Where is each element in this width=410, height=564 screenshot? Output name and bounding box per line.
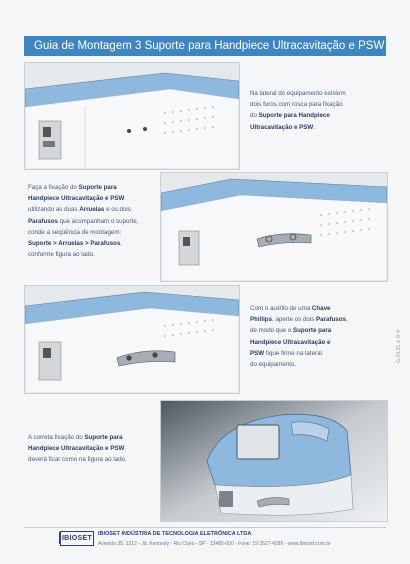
- step3-line: Phillips, aperte os dois Parafusos,: [250, 316, 348, 324]
- step2-line: Parafusos que acompanham o suporte,: [28, 217, 139, 225]
- step4-line: deverá ficar como na figura ao lado.: [28, 456, 127, 464]
- footer-divider: [24, 527, 386, 528]
- step2-line: Suporte > Arruelas > Parafusos,: [28, 240, 123, 248]
- step1-line: do Suporte para Handpiece: [250, 112, 330, 120]
- photo-tightening-screws: [24, 285, 240, 394]
- step1-line: Na lateral do equipamento existem: [250, 90, 346, 97]
- step3-line: PSW fique firme na lateral: [250, 349, 322, 357]
- company-address: Avenida 35, 1212 - Jd. Kennedy - Rio Claro - SP - 13485-000 - Fone: 19 3527-4289 - www.ibioset.com.br: [98, 541, 331, 547]
- company-name: IBIOSET INDÚSTRIA DE TECNOLOGIA ELETRÔNICA LTDA: [98, 531, 252, 537]
- photo-device-side-holes: [24, 62, 240, 170]
- step2-line: conde a seqüência de montagem:: [28, 228, 122, 236]
- step1-text: [250, 88, 346, 133]
- step3-text: [250, 303, 348, 370]
- step3-line: de modo que o Suporte para: [250, 327, 332, 335]
- document-code: G-0131-1-9-4: [396, 330, 402, 364]
- step3-line: do equipamento.: [250, 361, 297, 369]
- step2-line: utilizando as duas Arruelas e os dois: [28, 206, 131, 214]
- step4-line: Handpiece Ultracavitação e PSW: [28, 445, 125, 453]
- page-title: Guia de Montagem 3 Suporte para Handpiece Ultracavitação e PSW: [24, 36, 386, 56]
- step1-line: Ultracavitação e PSW.: [250, 123, 316, 131]
- step3-line: Handpiece Ultracavitação e: [250, 338, 331, 346]
- step2-line: conforme figura ao lado.: [28, 251, 95, 259]
- photo-assembled-device: [160, 400, 388, 522]
- step2-text: [28, 182, 138, 260]
- step2-line: Faça a fixação do Suporte para: [28, 184, 117, 191]
- step1-line: dois furos com rosca para fixação: [250, 101, 343, 109]
- step3-line: Com o auxílio de uma Chave: [250, 305, 331, 312]
- photo-support-with-washers: [160, 172, 388, 282]
- step4-line: A correta fixação do Suporte para: [28, 434, 123, 441]
- ibioset-logo: IBIOSET: [60, 531, 94, 546]
- step2-line: Handpiece Ultracavitação e PSW: [28, 195, 125, 203]
- step4-text: [28, 432, 127, 466]
